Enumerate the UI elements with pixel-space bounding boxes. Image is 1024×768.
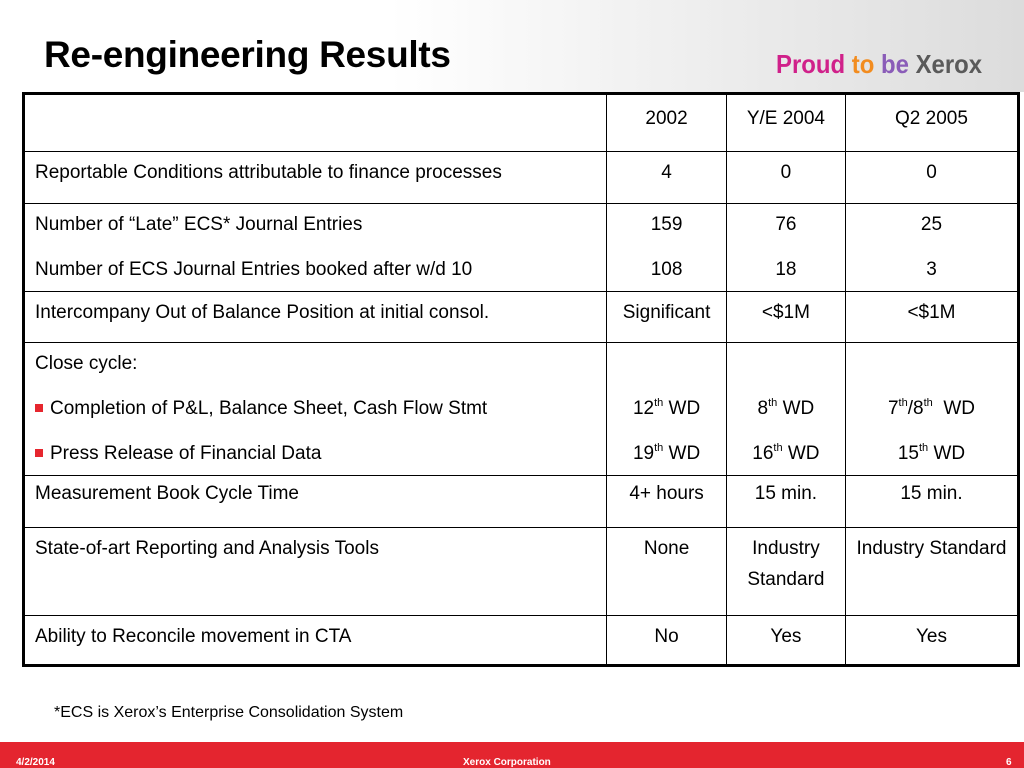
cell-text: 15 min. <box>754 483 818 504</box>
col-header-label: Q2 2005 <box>895 108 968 129</box>
brand-word-4: Xerox <box>915 49 983 79</box>
cell-text <box>846 443 1017 465</box>
cell-text <box>607 443 726 465</box>
cell-value <box>726 343 845 476</box>
cell-text: 18 <box>775 259 797 280</box>
unit-text: WD <box>787 443 820 464</box>
cell-text: No <box>654 626 679 647</box>
col-header-2002 <box>607 94 727 152</box>
ordinal-number: 8 <box>757 398 769 419</box>
cell-value <box>607 476 727 528</box>
ordinal-number: /8 <box>907 398 924 419</box>
cell-text: Industry <box>752 538 820 559</box>
row-label <box>24 476 607 528</box>
ordinal-suffix: th <box>898 397 908 409</box>
cell-text: 0 <box>780 162 792 183</box>
cell-value <box>726 528 845 616</box>
row-label <box>24 204 607 292</box>
cell-value <box>845 292 1018 343</box>
cell-text: Industry Standard <box>856 538 1007 559</box>
cell-text <box>727 398 845 420</box>
bullet-square-icon <box>35 404 43 412</box>
cell-text: Standard <box>747 569 825 590</box>
footnote: *ECS is Xerox’s Enterprise Consolidation System <box>54 704 404 721</box>
table-row <box>24 476 1019 528</box>
cell-value <box>726 616 845 666</box>
footer-date: 4/2/2014 <box>16 757 55 768</box>
row-label-text: Reportable Conditions attributable to finance processes <box>35 162 502 183</box>
table-row <box>24 343 1019 476</box>
row-label-text: Number of ECS Journal Entries booked after w/d 10 <box>35 259 473 280</box>
cell-text: 159 <box>650 214 683 235</box>
row-label <box>24 152 607 204</box>
cell-text: None <box>643 538 690 559</box>
bullet-text: Completion of P&L, Balance Sheet, Cash Flow Stmt <box>50 398 488 419</box>
row-label-text: Ability to Reconcile movement in CTA <box>35 626 352 647</box>
ordinal-number: 15 <box>897 443 919 464</box>
table-row <box>24 152 1019 204</box>
unit-text: WD <box>943 398 975 419</box>
unit-text: WD <box>933 443 966 464</box>
cell-value <box>607 204 727 292</box>
ordinal-number: 12 <box>632 398 655 419</box>
cell-text: 25 <box>920 214 943 235</box>
ordinal-number: 16 <box>752 443 774 464</box>
row-label <box>24 292 607 343</box>
row-label-text: Intercompany Out of Balance Position at initial consol. <box>35 302 490 323</box>
ordinal-suffix: th <box>923 397 933 409</box>
ordinal-suffix: th <box>654 397 664 409</box>
ordinal-suffix: th <box>773 442 783 454</box>
row-label-text: Number of “Late” ECS* Journal Entries <box>35 214 363 235</box>
cell-text <box>607 398 726 420</box>
row-label-text: Close cycle: <box>35 353 138 374</box>
cell-text <box>727 443 845 465</box>
col-header-q22005 <box>845 94 1018 152</box>
footer-bar <box>0 742 1024 768</box>
cell-value <box>845 616 1018 666</box>
table-row <box>24 204 1019 292</box>
cell-text: 108 <box>650 259 683 280</box>
header-empty-cell <box>24 94 607 152</box>
cell-value <box>845 204 1018 292</box>
ordinal-number: 7 <box>887 398 899 419</box>
cell-value <box>726 204 845 292</box>
ordinal-suffix: th <box>768 397 778 409</box>
ordinal-suffix: th <box>918 442 929 454</box>
cell-text: 0 <box>926 162 937 183</box>
cell-text: 4+ hours <box>629 483 704 504</box>
unit-text: WD <box>668 398 701 419</box>
bullet-square-icon <box>35 449 43 457</box>
cell-value <box>845 476 1018 528</box>
footer-page-number: 6 <box>1006 757 1012 768</box>
cell-value <box>726 152 845 204</box>
unit-text: WD <box>782 398 815 419</box>
slide-title: Re-engineering Results <box>44 34 451 75</box>
cell-value <box>845 152 1018 204</box>
cell-text <box>846 398 1017 420</box>
ordinal-suffix: th <box>654 442 664 454</box>
cell-text: 3 <box>926 259 937 280</box>
results-table <box>22 92 1020 667</box>
cell-value <box>607 343 727 476</box>
unit-text: WD <box>668 443 701 464</box>
cell-value <box>726 292 845 343</box>
table-header-row <box>24 94 1019 152</box>
cell-value <box>845 343 1018 476</box>
cell-value <box>607 528 727 616</box>
bullet-item <box>35 398 602 420</box>
table-row <box>24 292 1019 343</box>
bullet-item <box>35 443 602 465</box>
bullet-text: Press Release of Financial Data <box>50 443 322 464</box>
row-label <box>24 343 607 476</box>
brand-logo <box>776 49 982 80</box>
cell-text: Significant <box>622 302 711 323</box>
row-label <box>24 616 607 666</box>
cell-text: <$1M <box>761 302 810 323</box>
row-label <box>24 528 607 616</box>
ordinal-number: 19 <box>632 443 655 464</box>
row-label-text: State-of-art Reporting and Analysis Tools <box>35 538 379 559</box>
table-row <box>24 616 1019 666</box>
brand-word-3: be <box>880 49 909 79</box>
cell-value <box>607 292 727 343</box>
cell-text: 76 <box>775 214 797 235</box>
cell-value <box>845 528 1018 616</box>
brand-word-2: to <box>851 49 875 79</box>
col-header-label: 2002 <box>645 108 688 129</box>
cell-text: Yes <box>915 626 947 647</box>
table-row <box>24 528 1019 616</box>
brand-word-1: Proud <box>776 49 846 79</box>
cell-text: 15 min. <box>900 483 963 504</box>
cell-value <box>607 616 727 666</box>
col-header-ye2004 <box>726 94 845 152</box>
row-label-text: Measurement Book Cycle Time <box>35 483 299 504</box>
footer-company: Xerox Corporation <box>463 757 551 768</box>
cell-text: <$1M <box>907 302 956 323</box>
cell-value <box>726 476 845 528</box>
cell-text: 4 <box>661 162 672 183</box>
col-header-label: Y/E 2004 <box>746 108 825 129</box>
cell-value <box>607 152 727 204</box>
cell-text: Yes <box>770 626 802 647</box>
